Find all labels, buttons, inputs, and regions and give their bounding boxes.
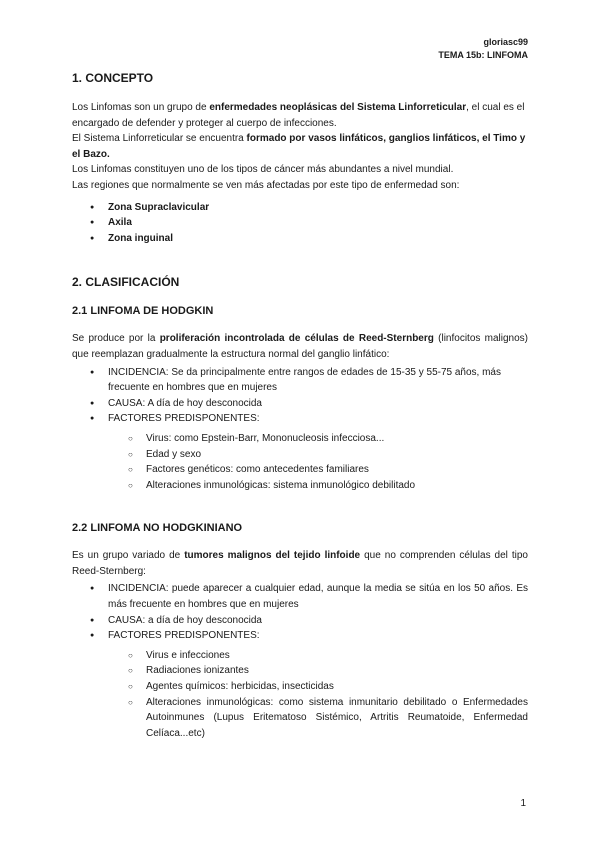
header-topic: TEMA 15b: LINFOMA <box>438 50 528 60</box>
list-item: ● INCIDENCIA: Se da principalmente entre rangos de edades de 15-35 y 55-75 años, más frecuente en hombres que en mujeres <box>108 365 528 396</box>
list-item: ● CAUSA: A día de hoy desconocida <box>108 396 528 412</box>
hodgkin-intro: Se produce por la proliferación incontrolada de células de Reed-Sternberg (linfocitos malignos) que reemplazan gradualmente la estructura normal del ganglio linfático: <box>72 333 528 360</box>
no-hodgkin-title: 2.2 LINFOMA NO HODGKINIANO <box>72 522 243 535</box>
list-item: ● Zona Supraclavicular <box>108 200 528 216</box>
no-hodgkin-intro: Es un grupo variado de tumores malignos del tejido linfoide que no comprenden células del tipo Reed-Sternberg: <box>72 550 528 577</box>
hodgkin-factores-list <box>108 431 528 493</box>
no-hodgkin-factores-list <box>108 648 528 742</box>
section-clasificacion-title: 2. CLASIFICACIÓN <box>72 275 180 290</box>
hodgkin-list <box>72 365 528 494</box>
no-hodgkin-list <box>72 581 528 741</box>
list-item: ● CAUSA: a día de hoy desconocida <box>108 613 528 629</box>
concepto-paragraph-1: Los Linfomas son un grupo de enfermedades neoplásicas del Sistema Linforreticular, el cual es el encargado de defender y proteger al cuerpo de infecciones. <box>72 102 525 129</box>
header-author: gloriasc99 <box>483 37 528 47</box>
hodgkin-title: 2.1 LINFOMA DE HODGKIN <box>72 305 214 318</box>
list-item: ○ Agentes químicos: herbicidas, insecticidas <box>146 679 528 695</box>
list-item: ○ Edad y sexo <box>146 447 528 463</box>
list-item: ● FACTORES PREDISPONENTES: ○ Virus: como Epstein-Barr, Mononucleosis infecciosa... ○ Edad y sexo ○ Factores genéticos: como antecedentes familiares ○ Alteraciones inmunológicas: sistema inmunológico debilitado <box>108 411 528 493</box>
list-item: ● Axila <box>108 215 528 231</box>
list-item: ○ Factores genéticos: como antecedentes familiares <box>146 462 528 478</box>
section-concepto-title: 1. CONCEPTO <box>72 71 154 85</box>
page-header <box>438 36 528 62</box>
list-item: ● Zona inguinal <box>108 231 528 247</box>
document-content <box>72 70 528 741</box>
page-number: 1 <box>520 798 526 809</box>
list-item: ○ Radiaciones ionizantes <box>146 663 528 679</box>
list-item: ○ Alteraciones inmunológicas: sistema inmunológico debilitado <box>146 478 528 494</box>
concepto-paragraph-4: Las regiones que normalmente se ven más afectadas por este tipo de enfermedad son: <box>72 179 460 191</box>
concepto-paragraph-3: Los Linfomas constituyen uno de los tipos de cáncer más abundantes a nivel mundial. <box>72 164 454 176</box>
list-item: ● INCIDENCIA: puede aparecer a cualquier edad, aunque la media se sitúa en los 50 años. Es más frecuente en hombres que en mujeres <box>108 581 528 612</box>
list-item: ○ Virus: como Epstein-Barr, Mononucleosis infecciosa... <box>146 431 528 447</box>
list-item: ● FACTORES PREDISPONENTES: ○ Virus e infecciones ○ Radiaciones ionizantes ○ Agentes químicos: herbicidas, insecticidas ○ Alteraciones inmunológicas: como sistema inmunitario debilitado o Enfermedades Autoinmunes (Lupus Eritematoso Sistémico, Artritis Reumatoide, Enfermedad Celíaca...etc) <box>108 628 528 741</box>
regions-list <box>72 200 528 247</box>
list-item: ○ Virus e infecciones <box>146 648 528 664</box>
concepto-paragraph-2: El Sistema Linforreticular se encuentra formado por vasos linfáticos, ganglios linfáticos, el Timo y el Bazo. <box>72 133 526 160</box>
list-item: ○ Alteraciones inmunológicas: como sistema inmunitario debilitado o Enfermedades Autoinmunes (Lupus Eritematoso Sistémico, Artritis Reumatoide, Enfermedad Celíaca...etc) <box>146 695 528 742</box>
